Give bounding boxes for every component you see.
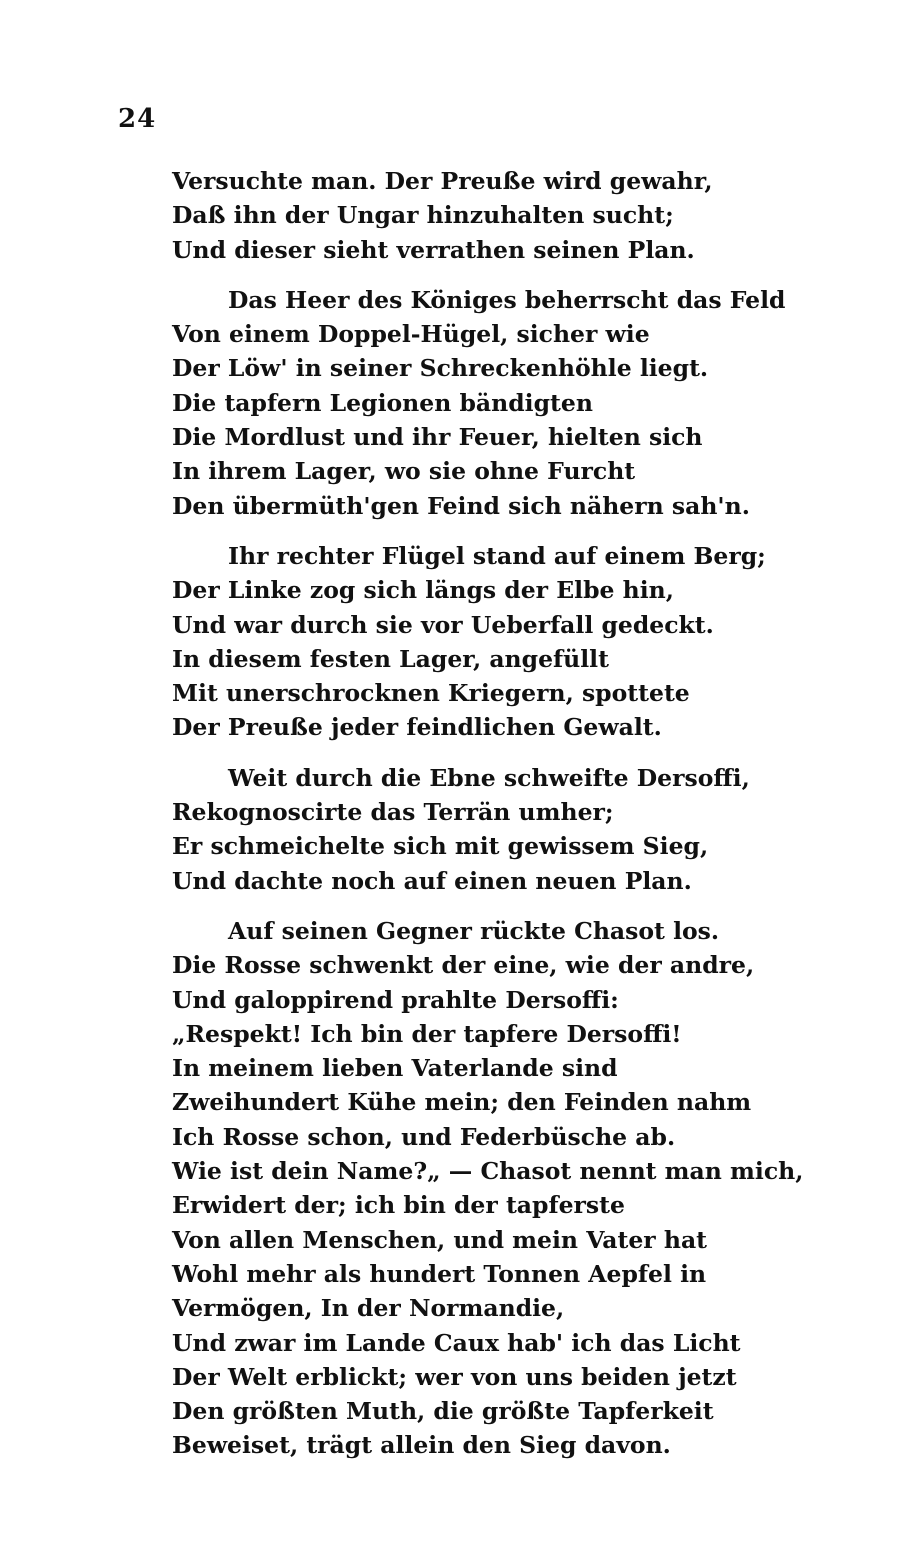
verse-line: Der Welt erblickt; wer von uns beiden jetzt [172,1362,737,1391]
verse-line: Zweihundert Kühe mein; den Feinden nahm [172,1088,752,1117]
verse-line: In ihrem Lager, wo sie ohne Furcht [172,457,636,486]
verse-line: „Respekt! Ich bin der tapfere Dersoffi! [172,1019,682,1048]
verse-line: Den größten Muth, die größte Tapferkeit [172,1397,714,1426]
verse-line: Auf seinen Gegner rückte Chasot los. [228,916,720,945]
stanza-2 [172,283,832,523]
verse-line: In meinem lieben Vaterlande sind [172,1054,618,1083]
verse-line: Wohl mehr als hundert Tonnen Aepfel in [172,1259,707,1288]
verse-line: Die Mordlust und ihr Feuer, hielten sich [172,423,703,452]
stanza-4 [172,761,832,898]
verse-line: Daß ihn der Ungar hinzuhalten sucht; [172,201,674,230]
verse-line: Rekognoscirte das Terrän umher; [172,798,614,827]
verse-line: Das Heer des Königes beherrscht das Feld [228,285,786,314]
verse-line: Und dachte noch auf einen neuen Plan. [172,866,692,895]
verse-line: Der Preuße jeder feindlichen Gewalt. [172,713,662,742]
verse-line: Die tapfern Legionen bändigten [172,388,593,417]
verse-line: Der Linke zog sich längs der Elbe hin, [172,576,674,605]
page-number: 24 [118,104,157,134]
verse-line: In diesem festen Lager, angefüllt [172,644,609,673]
stanza-3 [172,539,832,745]
verse-line: Von allen Menschen, und mein Vater hat [172,1225,708,1254]
stanza-5 [172,914,832,1463]
verse-line: Die Rosse schwenkt der eine, wie der andre, [172,951,755,980]
verse-line: Wie ist dein Name?„ — Chasot nennt man mich, [172,1157,804,1186]
verse-line: Beweiset, trägt allein den Sieg davon. [172,1431,671,1460]
verse-line: Weit durch die Ebne schweifte Dersoffi, [228,763,750,792]
verse-line: Von einem Doppel-Hügel, sicher wie [172,320,650,349]
verse-line: Mit unerschrocknen Kriegern, spottete [172,679,690,708]
stanza-1 [172,164,832,267]
verse-line: Und dieser sieht verrathen seinen Plan. [172,235,695,264]
verse-line: Und zwar im Lande Caux hab' ich das Licht [172,1328,741,1357]
verse-line: Und galoppirend prahlte Dersoffi: [172,985,619,1014]
verse-line: Er schmeichelte sich mit gewissem Sieg, [172,832,709,861]
verse-line: Und war durch sie vor Ueberfall gedeckt. [172,610,714,639]
verse-line: Erwidert der; ich bin der tapferste [172,1191,625,1220]
poem-text [172,164,832,1479]
verse-line: Der Löw' in seiner Schreckenhöhle liegt. [172,354,709,383]
verse-line: Versuchte man. Der Preuße wird gewahr, [172,167,713,195]
verse-line: Ich Rosse schon, und Federbüsche ab. [172,1122,676,1151]
verse-line: Ihr rechter Flügel stand auf einem Berg; [228,541,766,570]
verse-line: Den übermüth'gen Feind sich nähern sah'n. [172,491,750,520]
verse-line: Vermögen, In der Normandie, [172,1294,565,1323]
